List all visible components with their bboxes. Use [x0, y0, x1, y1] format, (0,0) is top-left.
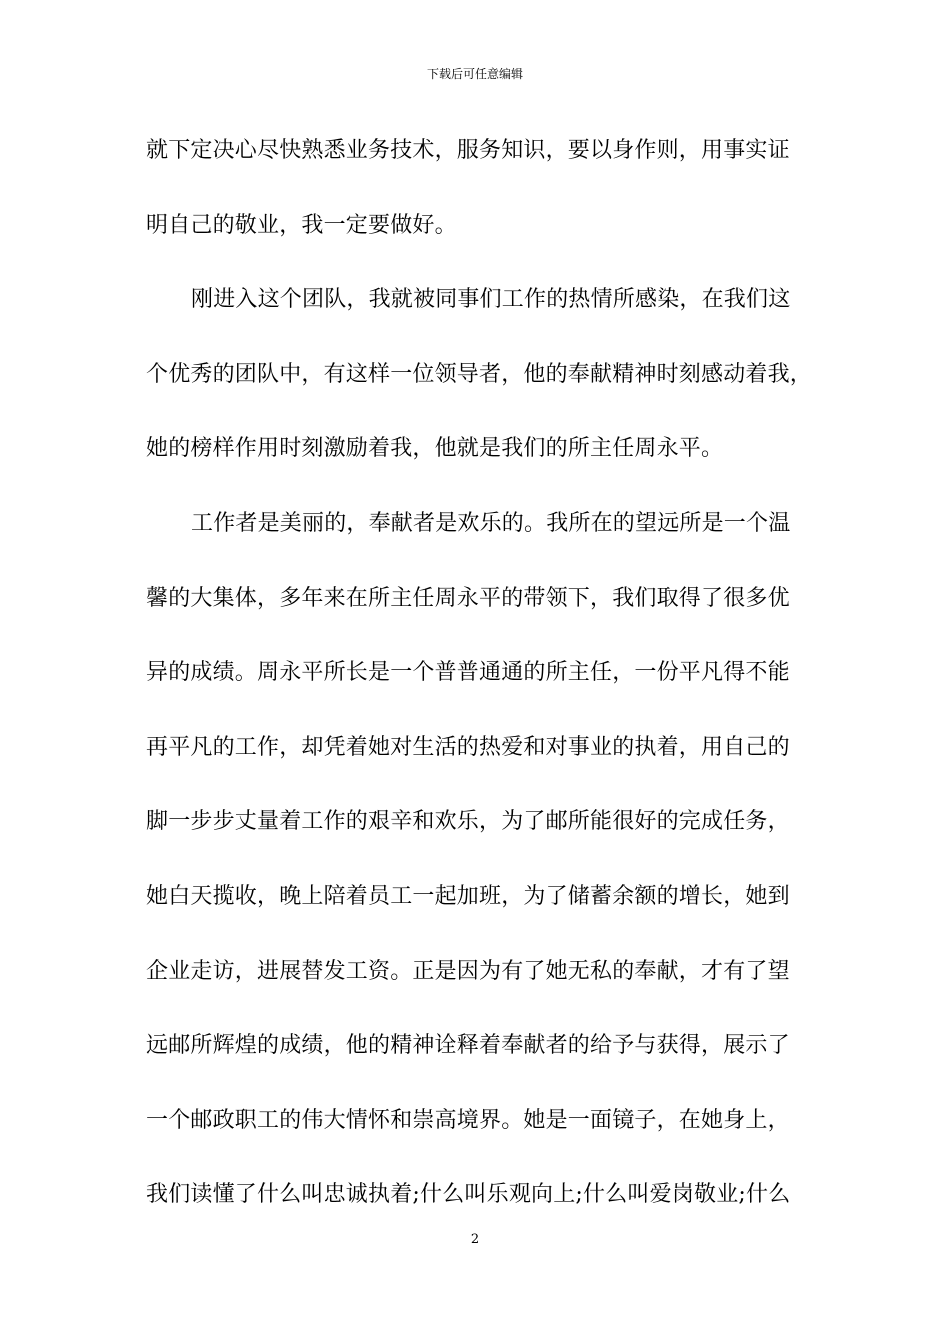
- text-line: 她的榜样作用时刻激励着我，他就是我们的所主任周永平。: [146, 436, 724, 462]
- document-body: [146, 129, 826, 1248]
- text-line: 脚一步步丈量着工作的艰辛和欢乐，为了邮所能很好的完成任务，: [146, 809, 790, 835]
- text-line: 她白天揽收，晚上陪着员工一起加班，为了储蓄余额的增长，她到: [146, 883, 790, 909]
- text-line: 我们读懂了什么叫忠诚执着;什么叫乐观向上;什么叫爱岗敬业;什么: [146, 1182, 791, 1208]
- text-line: 远邮所辉煌的成绩，他的精神诠释着奉献者的给予与获得，展示了: [146, 1033, 790, 1059]
- paragraph-start-line: 工作者是美丽的，奉献者是欢乐的。我所在的望远所是一个温: [191, 510, 791, 536]
- text-line: 明自己的敬业，我一定要做好。: [146, 212, 457, 238]
- text-line: 个优秀的团队中，有这样一位领导者，他的奉献精神时刻感动着我，: [146, 361, 813, 387]
- page-number: 2: [470, 1232, 480, 1247]
- text-line: 企业走访，进展替发工资。正是因为有了她无私的奉献，才有了望: [146, 958, 790, 984]
- page-header: 下载后可任意编辑: [426, 67, 523, 81]
- text-line: 就下定决心尽快熟悉业务技术，服务知识，要以身作则，用事实证: [146, 138, 790, 163]
- text-line: 馨的大集体，多年来在所主任周永平的带领下，我们取得了很多优: [146, 585, 790, 611]
- paragraph-start-line: 刚进入这个团队，我就被同事们工作的热情所感染，在我们这: [191, 287, 791, 313]
- text-line: 异的成绩。周永平所长是一个普普通通的所主任，一份平凡得不能: [146, 660, 790, 686]
- text-line: 再平凡的工作，却凭着她对生活的热爱和对事业的执着，用自己的: [146, 734, 790, 760]
- text-line: 一个邮政职工的伟大情怀和崇高境界。她是一面镜子，在她身上，: [146, 1107, 790, 1133]
